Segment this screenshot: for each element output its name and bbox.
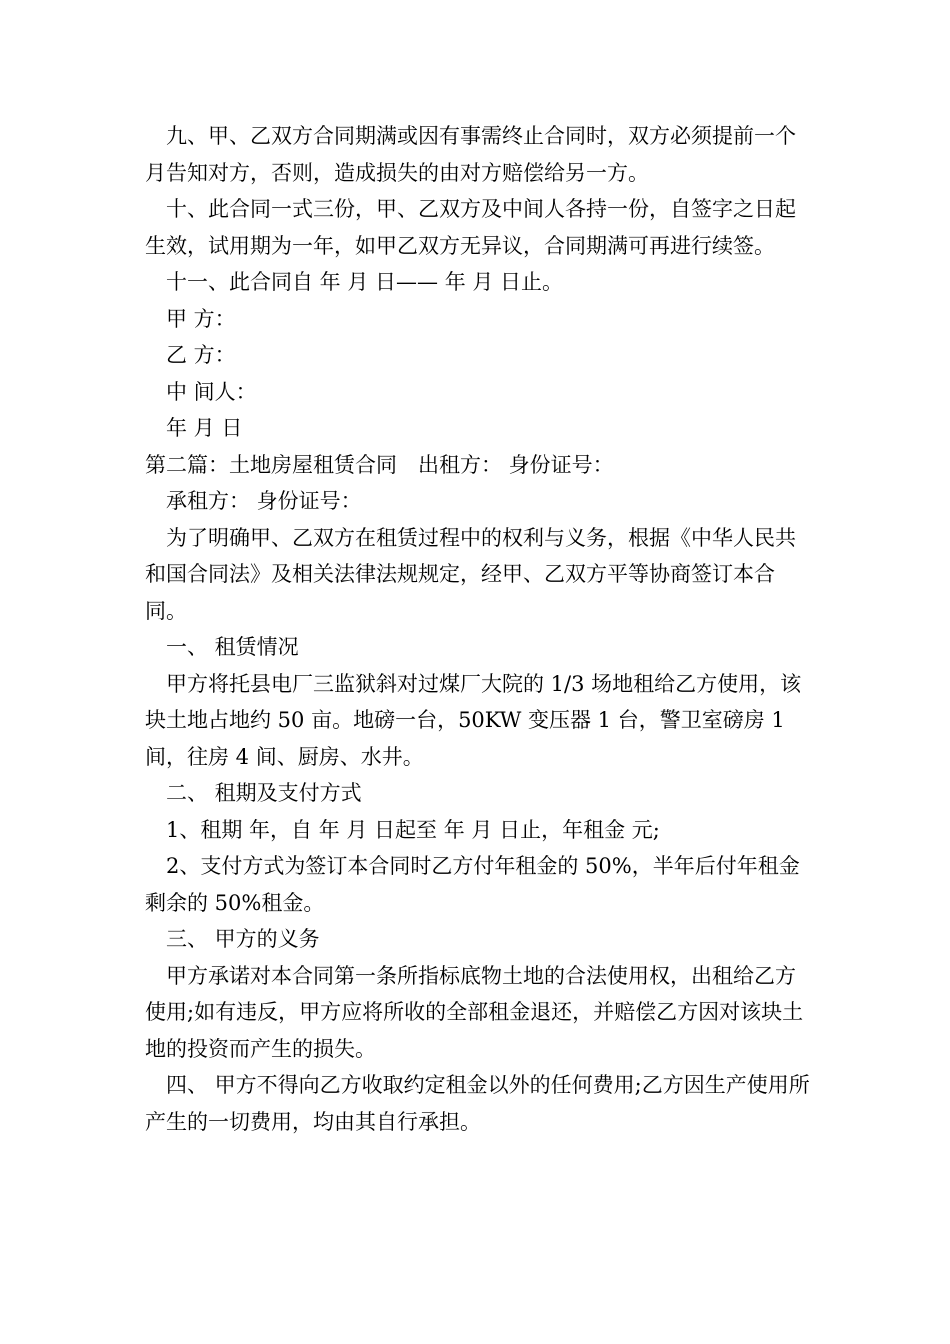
date-line: 年 月 日 <box>166 416 243 440</box>
article-2-item-2: 2、支付方式为签订本合同时乙方付年租金的 50%，半年后付年租金剩余的 50%租金。 <box>145 854 800 915</box>
intermediary-line: 中 间人： <box>166 379 257 404</box>
article-1-heading: 一、 租赁情况 <box>166 635 299 659</box>
article-2-heading: 二、 租期及支付方式 <box>166 781 362 805</box>
party-a-line: 甲 方： <box>166 306 236 331</box>
lessee-line: 承租方： 身份证号： <box>166 489 362 513</box>
preamble-paragraph: 为了明确甲、乙双方在租赁过程中的权利与义务，根据《中华人民共和国合同法》及相关法律法规规定，经甲、乙双方平等协商签订本合同。 <box>145 525 796 623</box>
section-two-heading: 第二篇：土地房屋租赁合同 出租方： 身份证号： <box>145 452 614 477</box>
article-3-body: 甲方承诺对本合同第一条所指标底物土地的合法使用权，出租给乙方使用;如有违反，甲方应将所收的全部租金退还，并赔偿乙方因对该块土地的投资而产生的损失。 <box>145 963 804 1061</box>
party-b-line: 乙 方： <box>166 343 236 367</box>
document-page <box>145 118 813 1140</box>
article-3-heading: 三、 甲方的义务 <box>166 927 320 951</box>
clause-9: 九、甲、乙双方合同期满或因有事需终止合同时，双方必须提前一个月告知对方，否则，造成损失的由对方赔偿给另一方。 <box>145 124 796 185</box>
clause-10: 十、此合同一式三份，甲、乙双方及中间人各持一份，自签字之日起生效，试用期为一年，如甲乙双方无异议，合同期满可再进行续签。 <box>145 197 796 258</box>
article-1-body: 甲方将托县电厂三监狱斜对过煤厂大院的 1/3 场地租给乙方使用，该块土地占地约 50 亩。地磅一台，50KW 变压器 1 台，警卫室磅房 1 间，往房 4 间、厨房、水井。 <box>145 671 802 769</box>
article-4-body: 四、 甲方不得向乙方收取约定租金以外的任何费用;乙方因生产使用所产生的一切费用，均由其自行承担。 <box>145 1073 810 1134</box>
article-2-item-1: 1、租期 年，自 年 月 日起至 年 月 日止，年租金 元; <box>166 817 660 842</box>
clause-11: 十一、此合同自 年 月 日—— 年 月 日止。 <box>166 270 564 294</box>
